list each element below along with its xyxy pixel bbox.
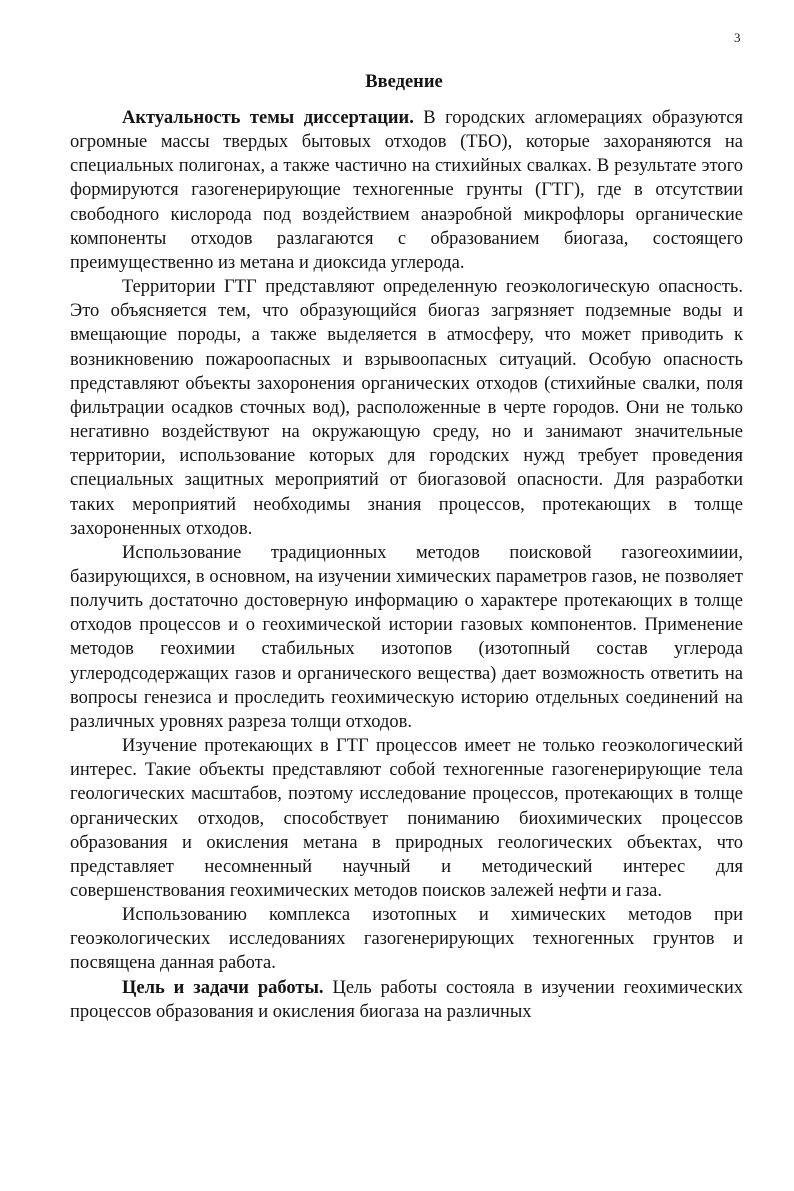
page-title: Введение [365,72,443,92]
paragraph-goals [70,976,743,1024]
paragraph-text-methods: Использование традиционных методов поисковой газогеохимиии, базирующихся, в основном, на изучении химических параметров газов, не позволяет получить достаточно достоверную информацию о характере протекающих в толще отходов процессов и о геохимической истории газовых компонентов. Применение методов геохимии стабильных изотопов (изотопный состав углерода углеродсодержащих газов и органического вещества) дает возможность ответить на вопросы генезиса и проследить геохимическую историю отдельных соединений на различных уровнях разреза толщи отходов. [70,542,743,732]
document-body [70,106,743,1024]
paragraph-text-goals: Цель работы состояла в изучении геохимических процессов образования и окисления биогаза на различных [70,977,743,1022]
paragraph-text-relevance: В городских агломерациях образуются огромные массы твердых бытовых отходов (ТБО), которые захораняются на специальных полигонах, а также частично на стихийных свалках. В результате этого формируются газогенерирующие техногенные грунты (ГТГ), где в отсутствии свободного кислорода под воздействием анаэробной микрофлоры органические компоненты отходов разлагаются с образованием биогаза, состоящего преимущественно из метана и диоксида углерода. [70,108,743,273]
page-number: 3 [734,30,741,45]
paragraph-methods [70,541,743,734]
paragraph-text-hazard: Территории ГТГ представляют определенную геоэкологическую опасность. Это объясняется тем, что образующийся биогаз загрязняет подземные воды и вмещающие породы, а также выделяется в атмосферу, что может приводить к возникновению пожароопасных и взрывоопасных ситуаций. Особую опасность представляют объекты захоронения органических отходов (стихийные свалки, поля фильтрации осадков сточных вод), расположенные в черте городов. Они не только негативно воздействуют на окружающую среду, но и занимают значительные территории, использование которых для городских нужд требует проведения специальных защитных мероприятий от биогазовой опасности. Для разработки таких мероприятий необходимы знания процессов, протекающих в толще захороненных отходов. [70,277,743,539]
paragraph-dedication [70,903,743,975]
paragraph-interest [70,734,743,903]
paragraph-hazard [70,275,743,541]
paragraph-relevance [70,106,743,275]
paragraph-lead-relevance: Актуальность темы диссертации. [122,108,414,128]
paragraph-text-interest: Изучение протекающих в ГТГ процессов имеет не только геоэкологический интерес. Такие объекты представляют собой техногенные газогенерирующие тела геологических масштабов, поэтому исследование процессов, протекающих в толще органических отходов, способствует пониманию биохимических процессов образования и окисления метана в природных геологических объектах, что представляет несомненный научный и методический интерес для совершенствования геохимических методов поисков залежей нефти и газа. [70,736,743,901]
paragraph-lead-goals: Цель и задачи работы. [122,977,324,998]
paragraph-text-dedication: Использованию комплекса изотопных и химических методов при геоэкологических исследованиях газогенерирующих техногенных грунтов и посвящена данная работа. [70,905,743,974]
